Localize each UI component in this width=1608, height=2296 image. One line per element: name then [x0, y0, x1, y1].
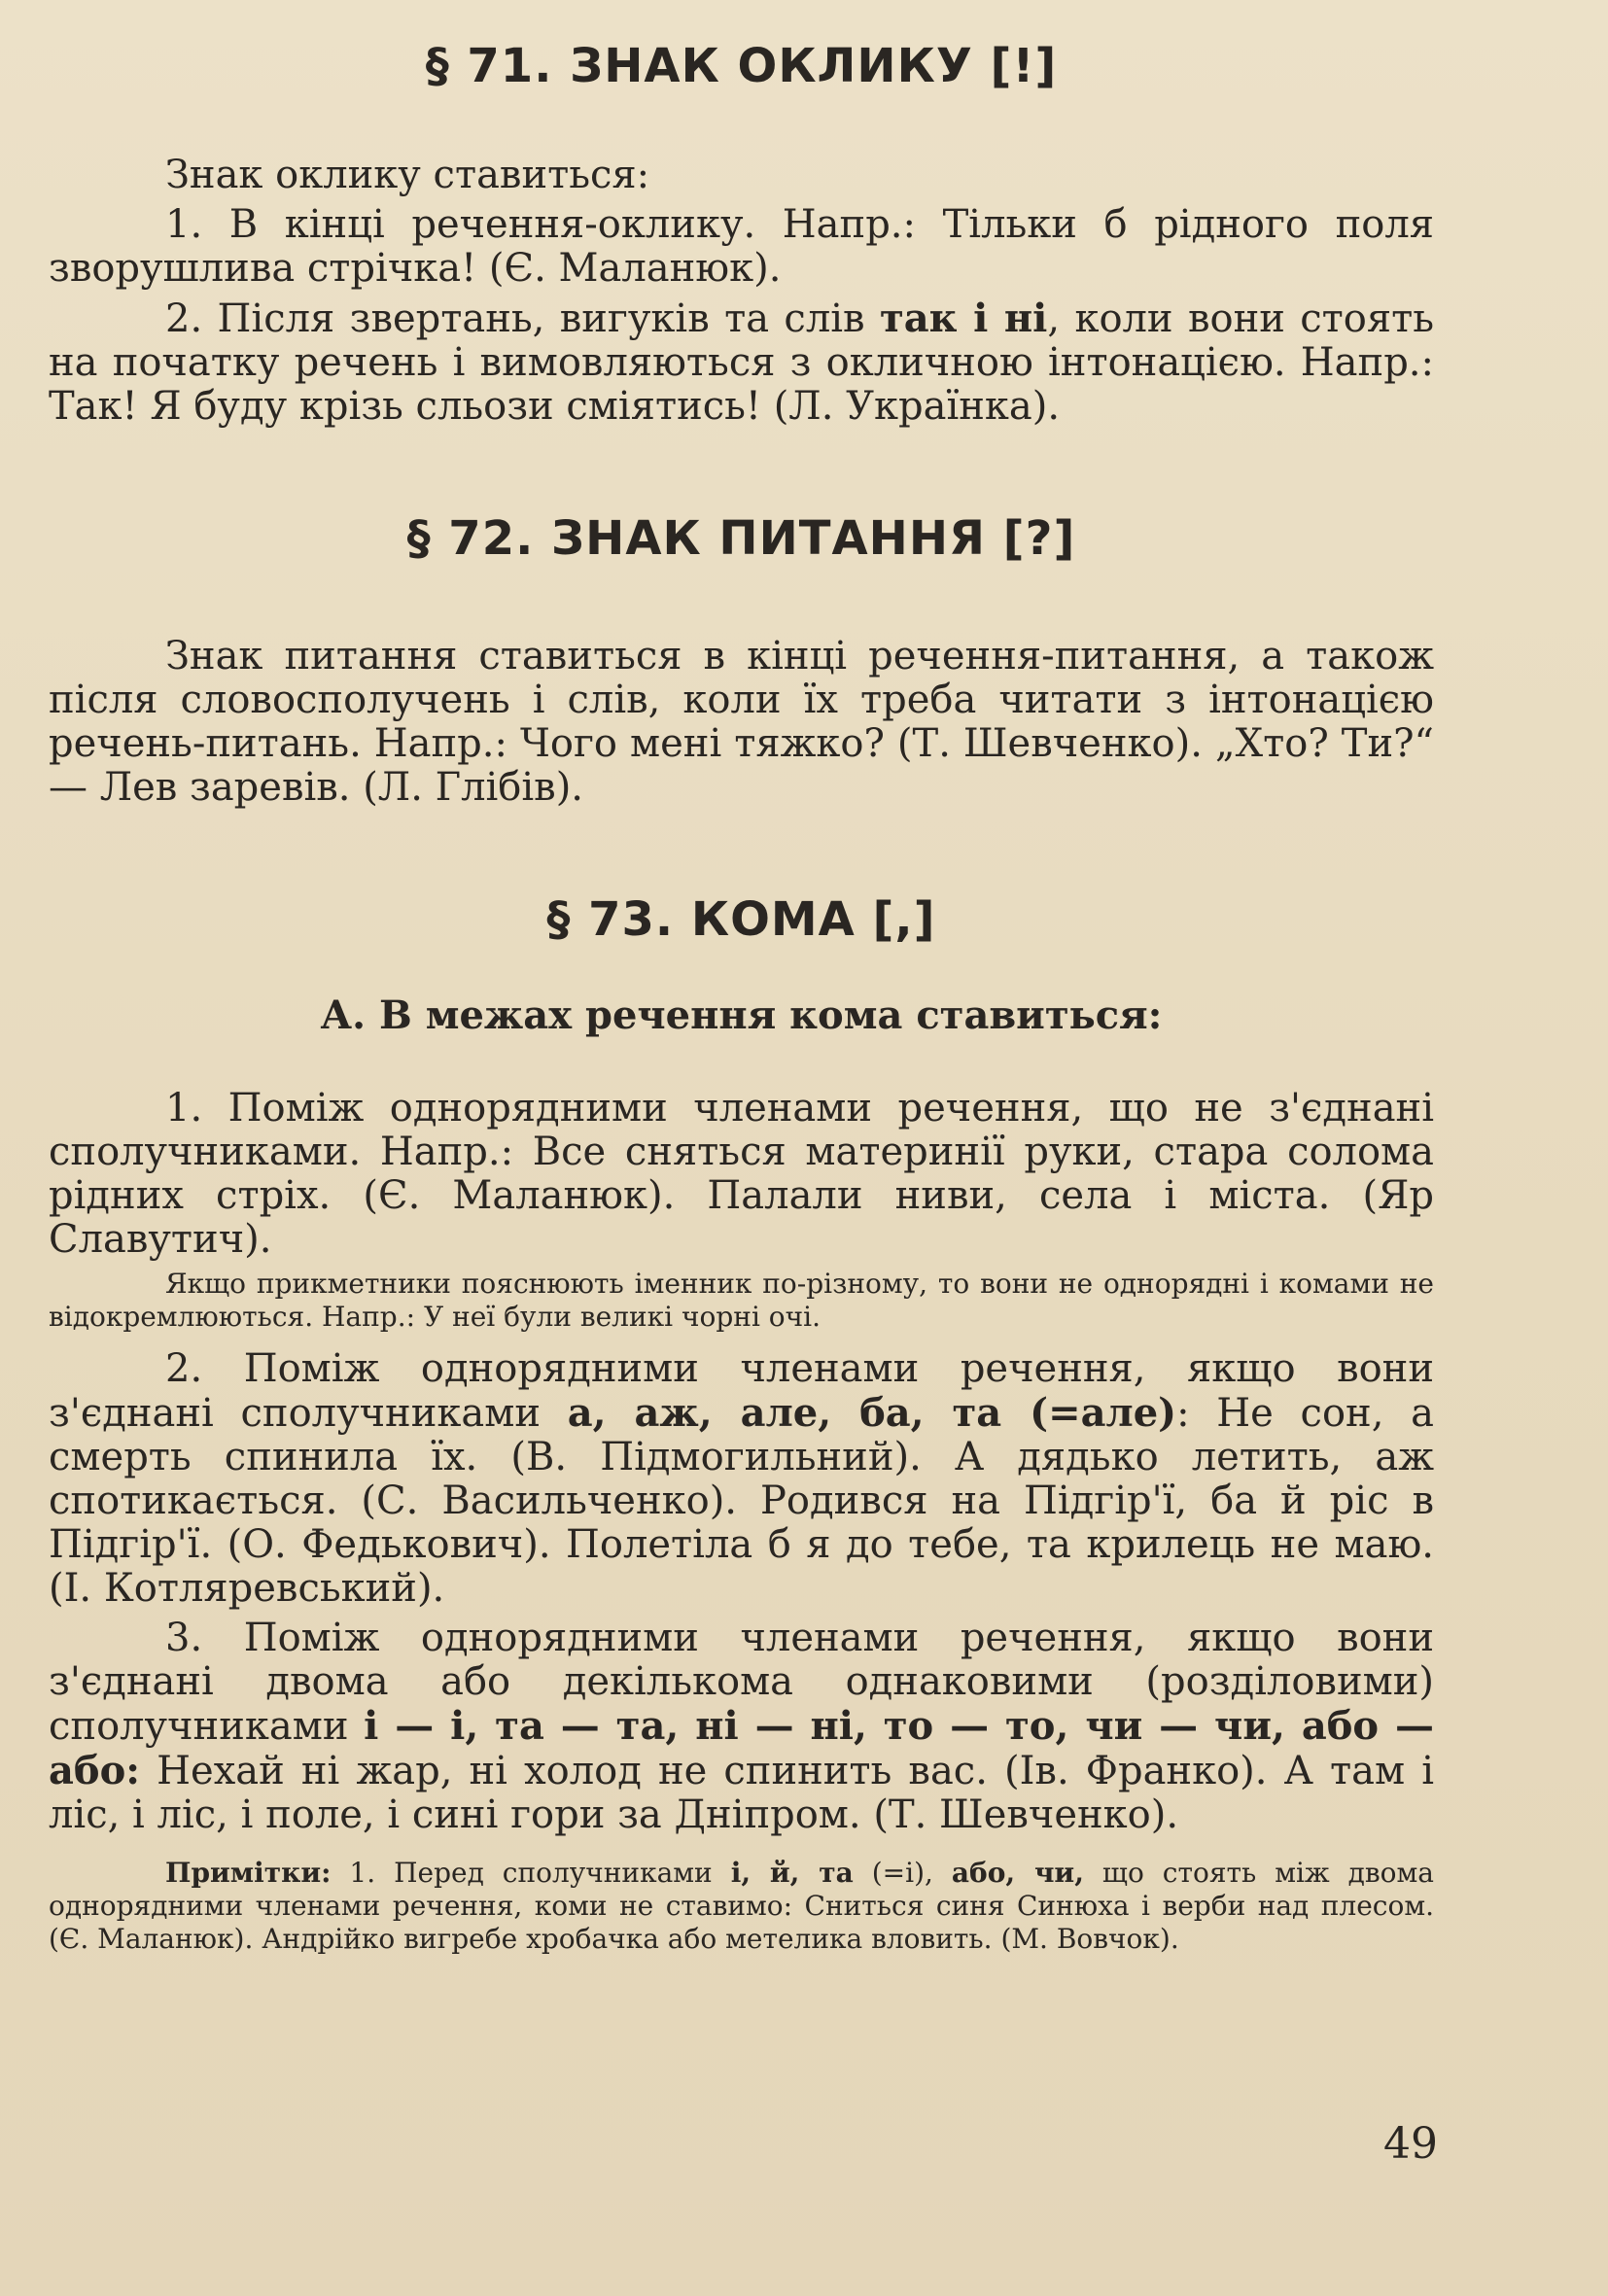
- section-73-item-3-bold: і — і, та — та, ні — ні, то — то, чи — чи, або — або:: [49, 1702, 1434, 1793]
- remarks-text-a: 1. Перед сполучниками: [331, 1856, 731, 1889]
- page-number: 49: [1383, 2119, 1438, 2169]
- remarks-text-e: що стоять між двома однорядними членами речення, коми не ставимо: Сниться синя Синюха і верби над плесом. (Є. Маланюк). Андрійко вигребе хробачка або метелика вловить. (М. Вовчок).: [49, 1856, 1435, 1955]
- text-column: [49, 39, 1434, 1956]
- remarks-bold-d: або, чи,: [951, 1856, 1084, 1889]
- section-71-heading: § 71. ЗНАК ОКЛИКУ [!]: [425, 39, 1058, 93]
- section-71-item-2-text-c: , коли вони стоять на початку речень і вимовляються з окличною інтонацією. Напр.: Так! Я буду крізь сльози сміятись! (Л. Українка).: [49, 296, 1435, 429]
- section-71-intro: Знак оклику ставиться:: [165, 152, 650, 197]
- section-71-item-2-text-a: 2. Після звертань, вигуків та слів: [165, 296, 880, 341]
- section-73-note-1: Якщо прикметники пояснюють іменник по-різному, то вони не однорядні і комами не відокремлюються. Напр.: У неї були великі чорні очі.: [49, 1267, 1434, 1333]
- section-73-item-2-text-c: : Не сон, а смерть спинила їх. (В. Підмогильний). А дядько летить, аж спотикається. (С. Васильченко). Родився на Підгір'ї, ба й ріс в Підгір'ї. (О. Федькович). Полетіла б я до тебе, та крилець не маю. (І. Котляревський).: [49, 1390, 1434, 1611]
- section-73-item-2-bold: а, аж, але, ба, та (=але): [567, 1389, 1177, 1436]
- section-73-item-1: 1. Поміж однорядними членами речення, що не з'єднані сполучниками. Напр.: Все сняться материнії руки, стара солома рідних стріх. (Є. Маланюк). Палали ниви, села і міста. (Яр Славутич).: [49, 1085, 1434, 1262]
- section-73-heading: § 73. КОМА [,]: [546, 892, 936, 948]
- remarks-text-c: (=і),: [853, 1856, 952, 1889]
- section-71-item-1: 1. В кінці речення-оклику. Напр.: Тільки б рідного поля зворушлива стрічка! (Є. Маланюк).: [49, 201, 1434, 291]
- section-73-item-2: [49, 1347, 1434, 1611]
- section-72-heading: § 72. ЗНАК ПИТАННЯ [?]: [406, 510, 1076, 566]
- section-73-item-3-text-c: Нехай ні жар, ні холод не спинить вас. (Ів. Франко). А там і ліс, і ліс, і поле, і сині гори за Дніпром. (Т. Шевченко).: [49, 1748, 1434, 1837]
- section-71-item-2-bold: так і ні: [879, 295, 1048, 341]
- section-73-item-2-text-a: 2. Поміж однорядними членами речення, якщо вони з'єднані сполучниками: [49, 1345, 1434, 1436]
- section-72-paragraph: Знак питання ставиться в кінці речення-питання, а також після словосполучень і слів, коли їх треба читати з інтонацією речень-питань. Напр.: Чого мені тяжко? (Т. Шевченко). „Хто? Ти?“ — Лев заревів. (Л. Глібів).: [49, 634, 1434, 811]
- section-73-remarks: [49, 1857, 1434, 1956]
- section-73-item-3-text-a: 3. Поміж однорядними членами речення, якщо вони з'єднані двома або декількома однаковими (розділовими) сполучниками: [49, 1615, 1434, 1749]
- section-73-subheading: А. В межах речення кома ставиться:: [320, 991, 1163, 1038]
- remarks-bold-b: і, й, та: [730, 1856, 854, 1889]
- remarks-label: Примітки:: [165, 1856, 332, 1889]
- section-73-item-3: [49, 1617, 1434, 1837]
- section-71-item-2: [49, 296, 1434, 429]
